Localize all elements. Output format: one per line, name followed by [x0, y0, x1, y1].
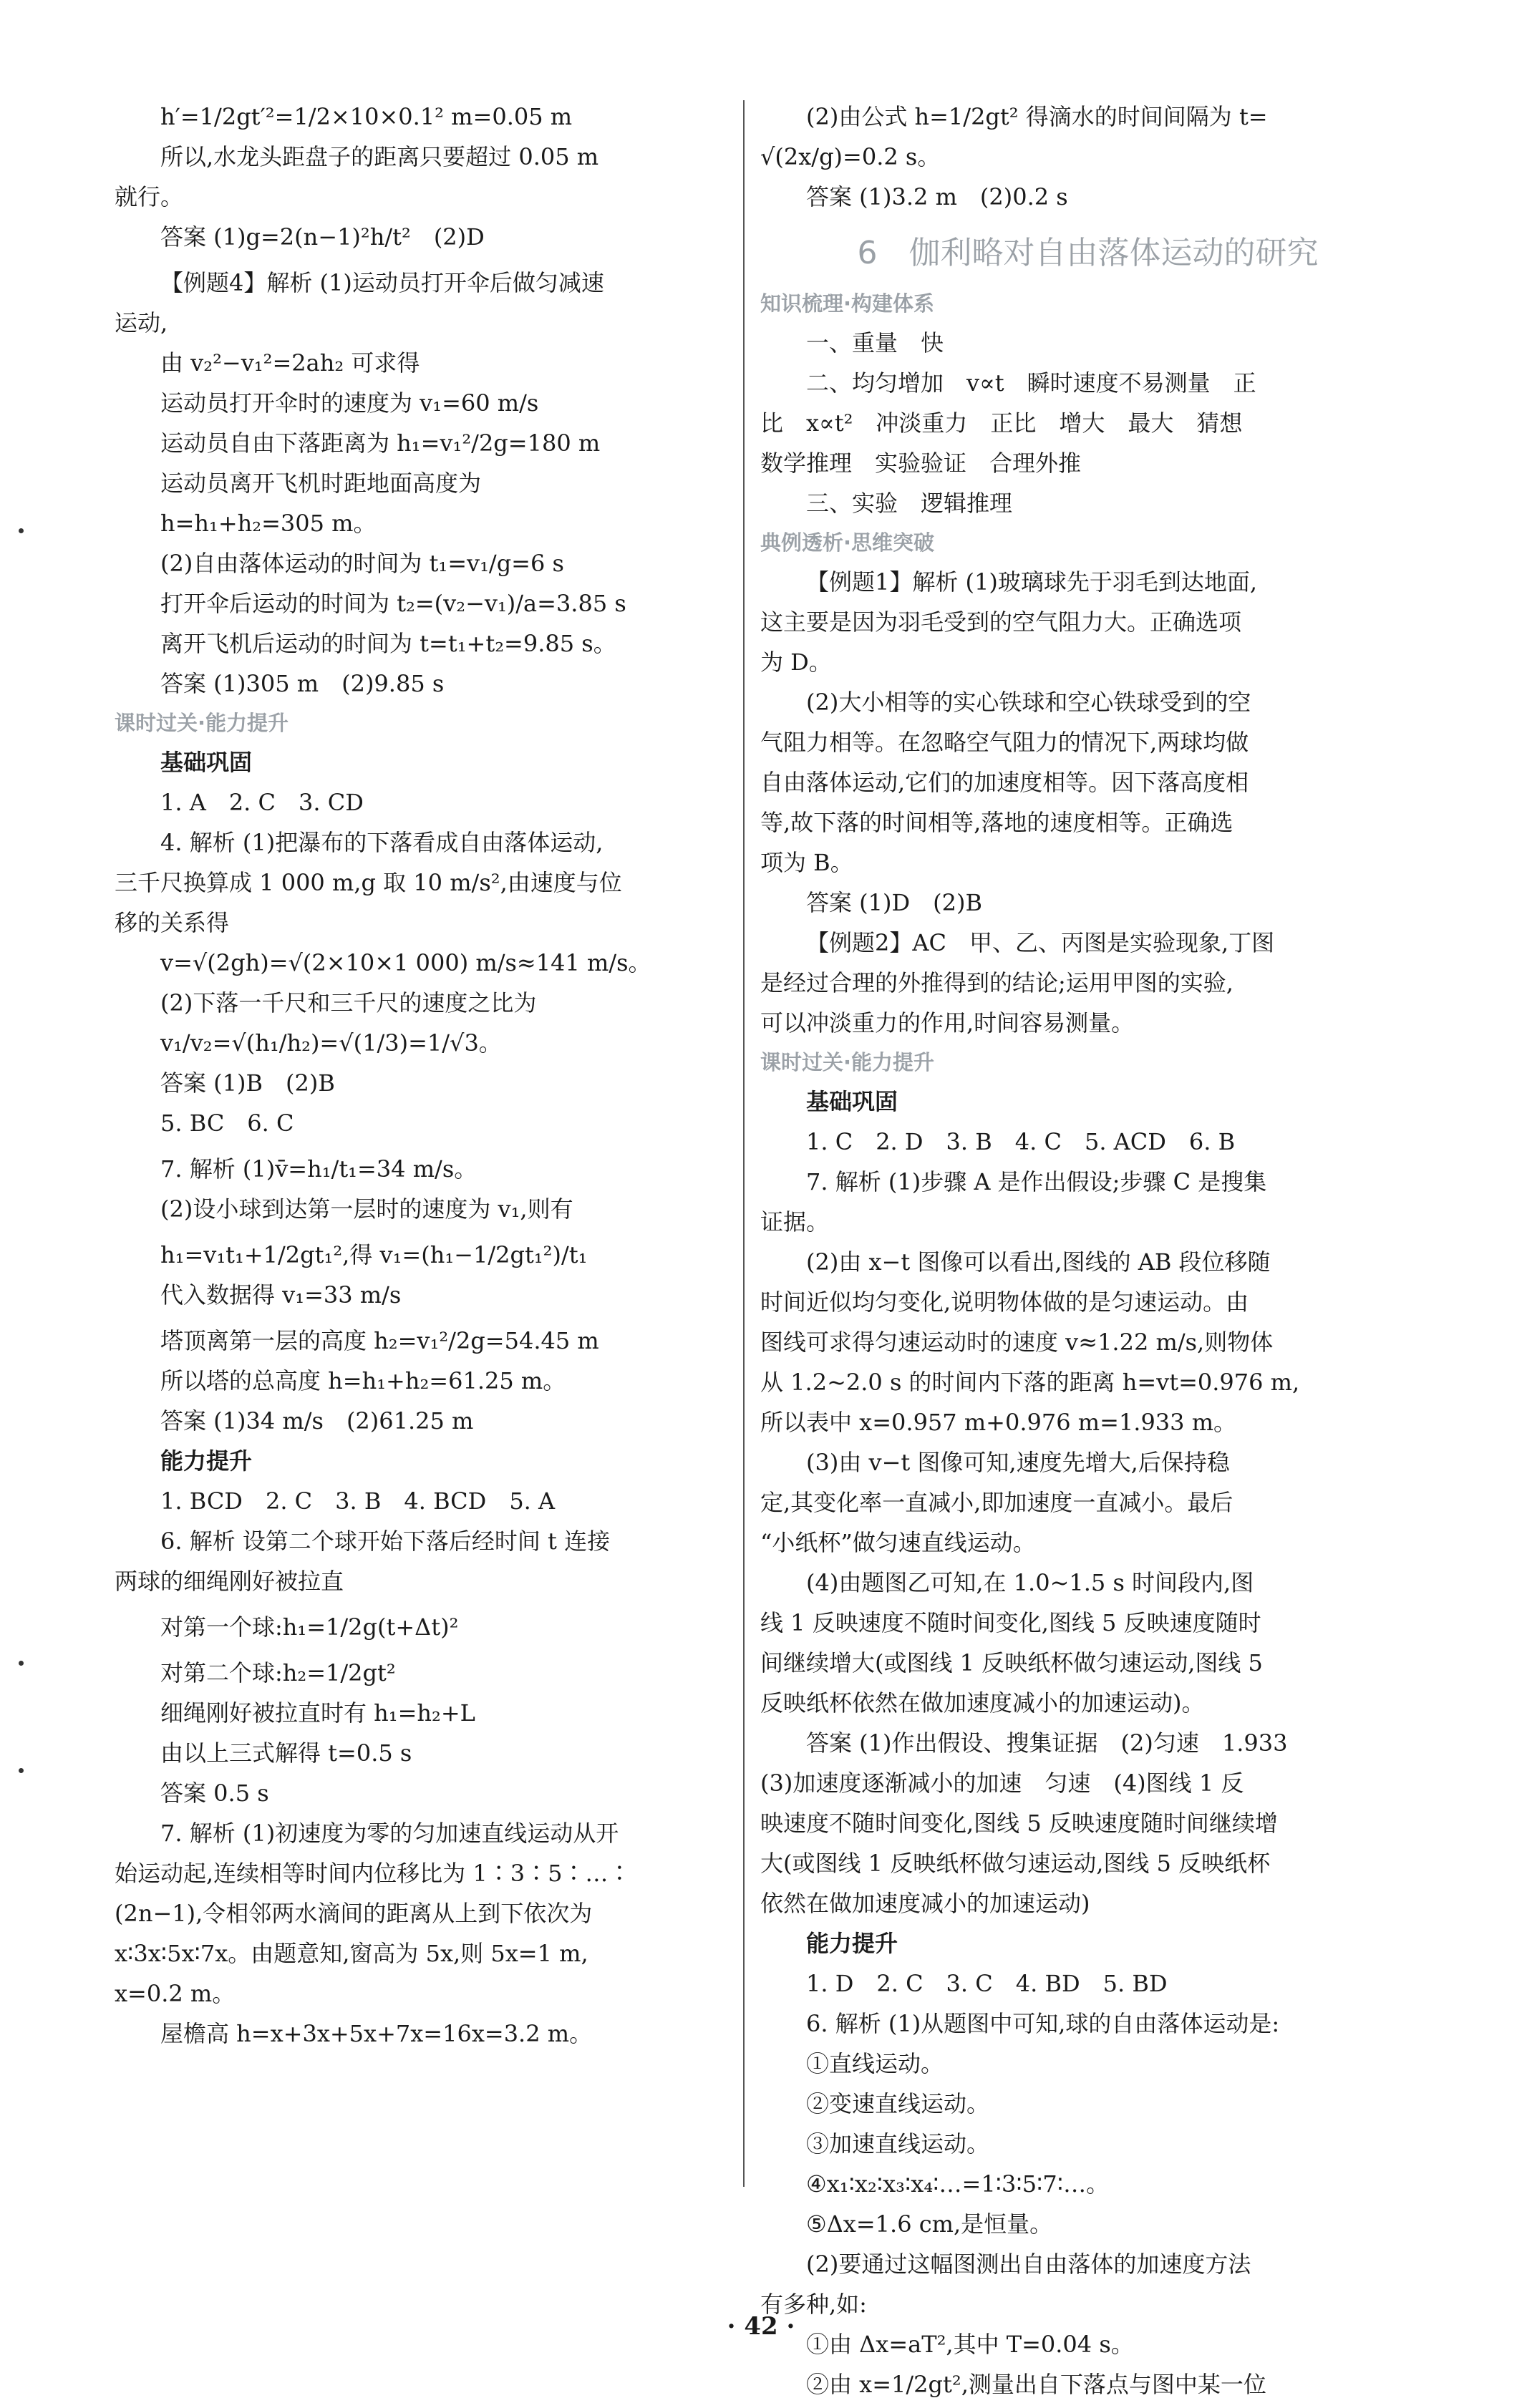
text-line: 1. C 2. D 3. B 4. C 5. ACD 6. B [806, 1128, 1236, 1155]
text-line: 所以表中 x=0.957 m+0.976 m=1.933 m。 [760, 1409, 1237, 1436]
text-line: 移的关系得 [115, 909, 230, 936]
text-line: 有多种,如: [760, 2291, 867, 2318]
text-line: (3)加速度逐渐减小的加速 匀速 (4)图线 1 反 [760, 1769, 1244, 1797]
text-line: (2n−1),令相邻两水滴间的距离从上到下依次为 [115, 1900, 593, 1927]
text-line: 对第二个球:h₂=1/2gt² [160, 1659, 396, 1686]
text-line: h=h₁+h₂=305 m。 [160, 510, 377, 537]
text-line: 一、重量 快 [806, 329, 944, 356]
text-line: ④x₁∶x₂∶x₃∶x₄∶…=1∶3∶5∶7∶…。 [806, 2170, 1110, 2198]
text-line: 等,故下落的时间相等,落地的速度相等。正确选 [760, 809, 1233, 836]
text-line: v=√(2gh)=√(2×10×1 000) m/s≈141 m/s。 [160, 949, 651, 976]
text-line: ⑤Δx=1.6 cm,是恒量。 [806, 2210, 1053, 2238]
text-line: 7. 解析 (1)初速度为零的匀加速直线运动从开 [160, 1820, 619, 1847]
text-line: 离开飞机后运动的时间为 t=t₁+t₂=9.85 s。 [160, 630, 616, 657]
text-line: 7. 解析 (1)v̄=h₁/t₁=34 m/s。 [160, 1155, 478, 1183]
text-line: ③加速直线运动。 [806, 2130, 990, 2157]
text-line: v₁/v₂=√(h₁/h₂)=√(1/3)=1/√3。 [160, 1029, 502, 1057]
text-line: (2)由 x−t 图像可以看出,图线的 AB 段位移随 [806, 1248, 1271, 1276]
text-line: 对第一个球:h₁=1/2g(t+Δt)² [160, 1613, 459, 1641]
text-line: x=0.2 m。 [115, 1980, 236, 2007]
text-line: 大(或图线 1 反映纸杯做匀速运动,图线 5 反映纸杯 [760, 1850, 1271, 1877]
left-column [115, 100, 730, 2057]
text-line: 两球的细绳刚好被拉直 [115, 1568, 344, 1595]
page-number: · 42 · [727, 2312, 795, 2341]
text-line: 答案 (1)g=2(n−1)²h/t² (2)D [160, 223, 485, 251]
text-line: 塔顶离第一层的高度 h₂=v₁²/2g=54.45 m [160, 1327, 599, 1354]
text-line: 可以冲淡重力的作用,时间容易测量。 [760, 1009, 1135, 1036]
text-line: 5. BC 6. C [160, 1110, 294, 1137]
text-line: 三千尺换算成 1 000 m,g 取 10 m/s²,由速度与位 [115, 869, 622, 896]
section-heading: 典例透析·思维突破 [760, 530, 935, 555]
text-line: h′=1/2gt′²=1/2×10×0.1² m=0.05 m [160, 103, 573, 130]
text-line: 气阻力相等。在忽略空气阻力的情况下,两球均做 [760, 729, 1249, 756]
text-line: h₁=v₁t₁+1/2gt₁²,得 v₁=(h₁−1/2gt₁²)/t₁ [160, 1241, 588, 1268]
text-line: 为 D。 [760, 649, 832, 676]
text-line: ②变速直线运动。 [806, 2090, 990, 2117]
text-line: 1. BCD 2. C 3. B 4. BCD 5. A [160, 1487, 556, 1515]
text-line: 映速度不随时间变化,图线 5 反映速度随时间继续增 [760, 1810, 1278, 1837]
text-line: 运动, [115, 309, 168, 336]
text-line: 由以上三式解得 t=0.5 s [160, 1739, 412, 1767]
text-line: x∶3x∶5x∶7x。由题意知,窗高为 5x,则 5x=1 m, [115, 1940, 588, 1967]
text-line: ①直线运动。 [806, 2050, 944, 2077]
text-line: 三、实验 逻辑推理 [806, 490, 1013, 517]
text-line: 运动员自由下落距离为 h₁=v₁²/2g=180 m [160, 429, 601, 457]
scan-mark [19, 1661, 24, 1666]
text-line: 【例题4】解析 (1)运动员打开伞后做匀减速 [160, 269, 604, 296]
section-heading: 6 伽利略对自由落体运动的研究 [857, 235, 1319, 271]
text-line: 屋檐高 h=x+3x+5x+7x=16x=3.2 m。 [160, 2020, 593, 2047]
text-line: 答案 (1)305 m (2)9.85 s [160, 670, 445, 697]
text-line: (2)由公式 h=1/2gt² 得滴水的时间间隔为 t= [806, 103, 1268, 130]
text-line: ②由 x=1/2gt²,测量出自下落点与图中某一位 [806, 2371, 1266, 2398]
text-line: 比 x∝t² 冲淡重力 正比 增大 最大 猜想 [760, 409, 1243, 437]
text-line: 6. 解析 (1)从题图中可知,球的自由落体运动是: [806, 2010, 1280, 2037]
column-divider [743, 100, 745, 2187]
section-heading: 基础巩固 [160, 749, 253, 776]
text-line: 始运动起,连续相等时间内位移比为 1∶3∶5∶…∶ [115, 1860, 631, 1887]
text-line: 所以塔的总高度 h=h₁+h₂=61.25 m。 [160, 1367, 566, 1394]
text-line: 打开伞后运动的时间为 t₂=(v₂−v₁)/a=3.85 s [160, 590, 626, 617]
text-line: 这主要是因为羽毛受到的空气阻力大。正确选项 [760, 608, 1242, 636]
text-line: 图线可求得匀速运动时的速度 v≈1.22 m/s,则物体 [760, 1329, 1274, 1356]
text-line: (2)设小球到达第一层时的速度为 v₁,则有 [160, 1195, 573, 1223]
text-line: 答案 (1)34 m/s (2)61.25 m [160, 1407, 474, 1434]
section-heading: 知识梳理·构建体系 [760, 291, 935, 316]
text-line: 【例题2】AC 甲、乙、丙图是实验现象,丁图 [806, 929, 1275, 956]
text-line: √(2x/g)=0.2 s。 [760, 143, 941, 170]
text-line: 所以,水龙头距盘子的距离只要超过 0.05 m [160, 143, 599, 170]
text-line: 答案 (1)3.2 m (2)0.2 s [806, 183, 1068, 210]
text-line: 7. 解析 (1)步骤 A 是作出假设;步骤 C 是搜集 [806, 1168, 1267, 1195]
scan-mark [19, 528, 24, 533]
text-line: 间继续增大(或图线 1 反映纸杯做匀速运动,图线 5 [760, 1649, 1263, 1676]
text-line: 时间近似均匀变化,说明物体做的是匀速运动。由 [760, 1288, 1249, 1316]
text-line: 二、均匀增加 v∝t 瞬时速度不易测量 正 [806, 369, 1256, 397]
section-heading: 课时过关·能力提升 [760, 1050, 935, 1074]
text-line: (2)下落一千尺和三千尺的速度之比为 [160, 989, 537, 1016]
text-line: 证据。 [760, 1208, 830, 1235]
text-line: 答案 (1)D (2)B [806, 889, 983, 916]
text-line: (2)自由落体运动的时间为 t₁=v₁/g=6 s [160, 550, 564, 577]
text-line: 项为 B。 [760, 849, 853, 876]
text-line: 1. D 2. C 3. C 4. BD 5. BD [806, 1970, 1168, 1997]
section-heading: 能力提升 [160, 1447, 253, 1475]
text-line: 定,其变化率一直减小,即加速度一直减小。最后 [760, 1489, 1233, 1516]
text-line: (3)由 v−t 图像可知,速度先增大,后保持稳 [806, 1449, 1230, 1476]
text-line: 代入数据得 v₁=33 m/s [160, 1281, 402, 1309]
text-line: ①由 Δx=aT²,其中 T=0.04 s。 [806, 2331, 1134, 2358]
text-line: 运动员离开飞机时距地面高度为 [160, 470, 482, 497]
text-line: 是经过合理的外推得到的结论;运用甲图的实验, [760, 969, 1233, 996]
text-line: 数学推理 实验验证 合理外推 [760, 450, 1082, 477]
text-line: (2)大小相等的实心铁球和空心铁球受到的空 [806, 689, 1251, 716]
text-line: 4. 解析 (1)把瀑布的下落看成自由落体运动, [160, 829, 604, 856]
text-line: 线 1 反映速度不随时间变化,图线 5 反映速度随时 [760, 1609, 1261, 1636]
text-line: (4)由题图乙可知,在 1.0~1.5 s 时间段内,图 [806, 1569, 1254, 1596]
text-line: 依然在做加速度减小的加速运动) [760, 1890, 1090, 1917]
text-line: 运动员打开伞时的速度为 v₁=60 m/s [160, 389, 539, 417]
text-line: 答案 0.5 s [160, 1780, 269, 1807]
text-line: 细绳刚好被拉直时有 h₁=h₂+L [160, 1699, 475, 1727]
section-heading: 能力提升 [806, 1930, 898, 1957]
text-line: 就行。 [115, 183, 184, 210]
right-column [760, 100, 1415, 2408]
section-heading: 基础巩固 [806, 1088, 898, 1115]
text-line: 6. 解析 设第二个球开始下落后经时间 t 连接 [160, 1528, 611, 1555]
text-line: 答案 (1)作出假设、搜集证据 (2)匀速 1.933 [806, 1729, 1288, 1757]
text-line: 答案 (1)B (2)B [160, 1069, 335, 1097]
scan-mark [19, 1768, 24, 1773]
text-line: 【例题1】解析 (1)玻璃球先于羽毛到达地面, [806, 568, 1258, 596]
text-line: 自由落体运动,它们的加速度相等。因下落高度相 [760, 769, 1249, 796]
section-heading: 课时过关·能力提升 [115, 711, 289, 735]
text-line: (2)要通过这幅图测出自由落体的加速度方法 [806, 2251, 1251, 2278]
text-line: 1. A 2. C 3. CD [160, 789, 364, 816]
text-line: 从 1.2~2.0 s 的时间内下落的距离 h=vt=0.976 m, [760, 1369, 1300, 1396]
text-line: “小纸杯”做匀速直线运动。 [760, 1529, 1036, 1556]
text-line: 由 v₂²−v₁²=2ah₂ 可求得 [160, 349, 420, 377]
text-line: 反映纸杯依然在做加速度减小的加速运动)。 [760, 1689, 1205, 1717]
